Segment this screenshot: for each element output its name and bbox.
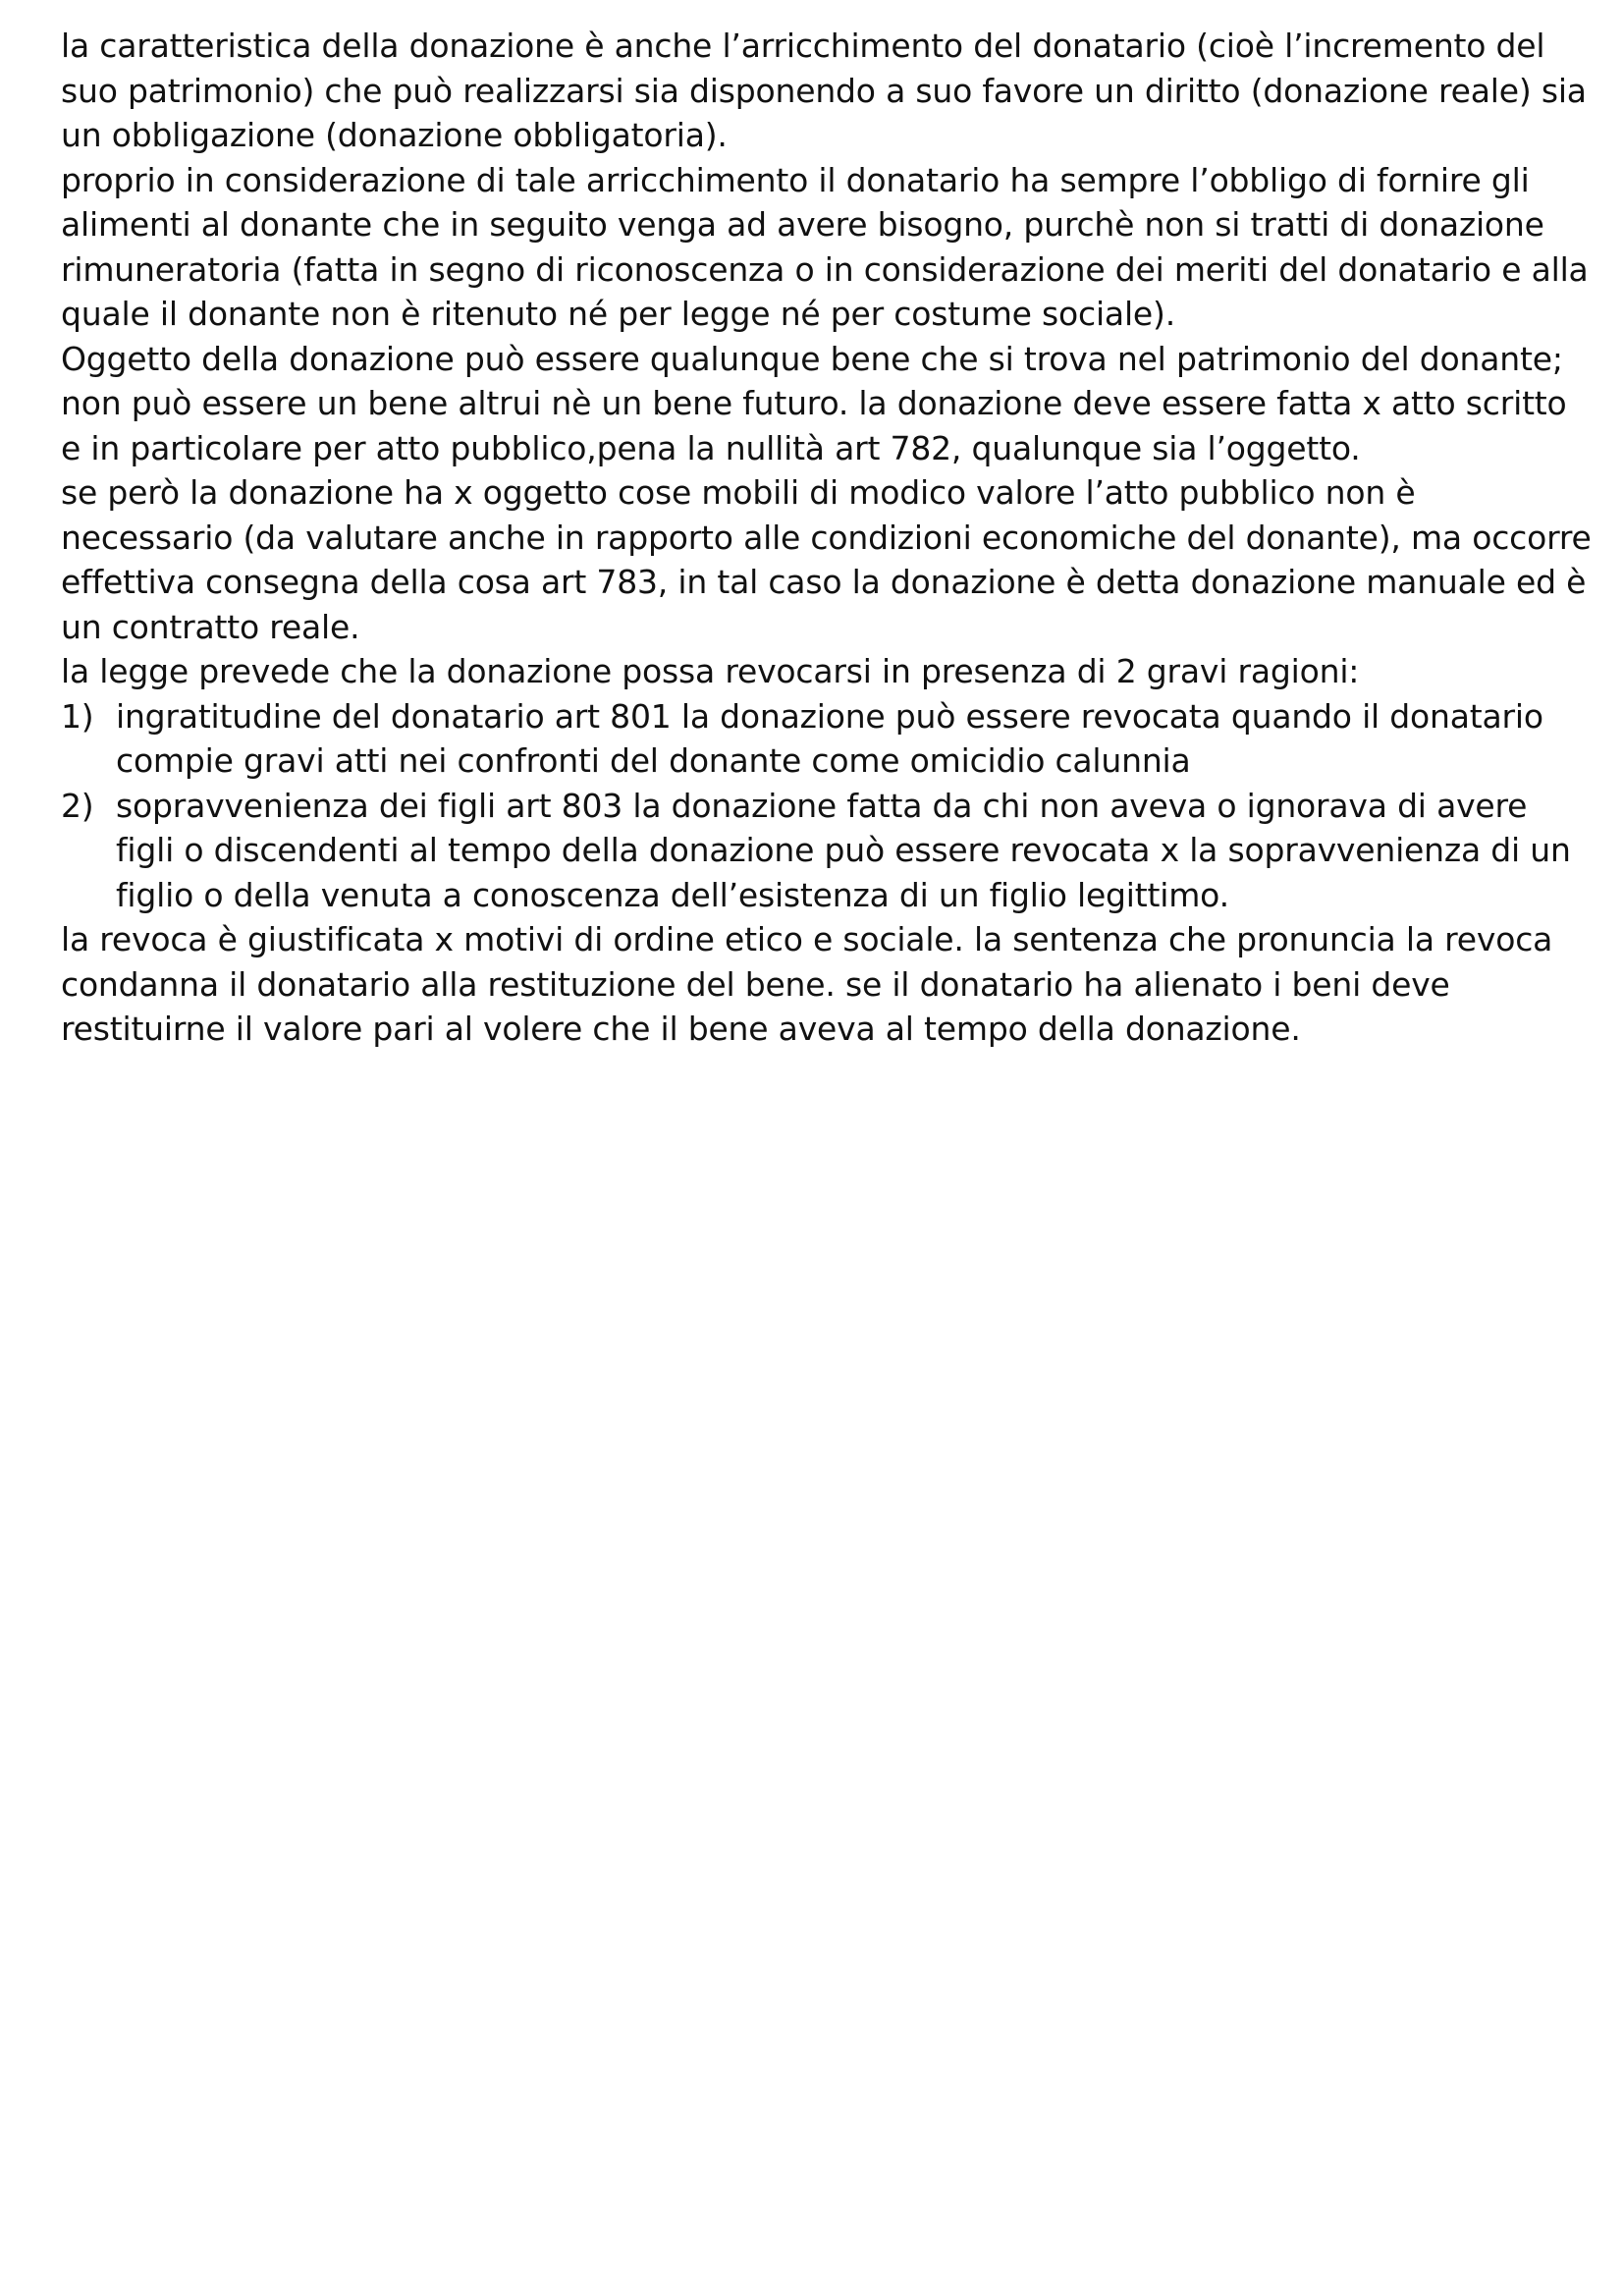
- list-item: [61, 784, 1593, 918]
- paragraph-revoca-effetti: la revoca è giustificata x motivi di ordine etico e sociale. la sentenza che pronuncia la revoca condanna il donatario alla restituzione del bene. se il donatario ha alienato i beni deve restituirne il valore pari al volere che il bene aveva al tempo della donazione.: [61, 920, 1553, 1048]
- paragraph-donazione-manuale: se però la donazione ha x oggetto cose mobili di modico valore l’atto pubblico non è necessario (da valutare anche in rapporto alle condizioni economiche del donante), ma occorre effettiva consegna della cosa art 783, in tal caso la donazione è detta donazione manuale ed è un contratto reale.: [61, 473, 1592, 646]
- list-item-number: 2): [61, 786, 94, 825]
- paragraph-arricchimento: la caratteristica della donazione è anche l’arricchimento del donatario (cioè l’incremento del suo patrimonio) che può realizzarsi sia disponendo a suo favore un diritto (donazione reale) sia un obbligazione (donazione obbligatoria).: [61, 27, 1587, 154]
- paragraph-oggetto: Oggetto della donazione può essere qualunque bene che si trova nel patrimonio del donante; non può essere un bene altrui nè un bene futuro. la donazione deve essere fatta x atto scritto e in particolare per atto pubblico,pena la nullità art 782, qualunque sia l’oggetto.: [61, 339, 1567, 467]
- document-page: [61, 24, 1593, 1052]
- list-item: [61, 694, 1593, 784]
- paragraph-alimenti: proprio in considerazione di tale arricchimento il donatario ha sempre l’obbligo di fornire gli alimenti al donante che in seguito venga ad avere bisogno, purchè non si tratti di donazione rimuneratoria (fatta in segno di riconoscenza o in considerazione dei meriti del donatario e alla quale il donante non è ritenuto né per legge né per costume sociale).: [61, 160, 1589, 333]
- paragraph-revoca-intro: la legge prevede che la donazione possa revocarsi in presenza di 2 gravi ragioni:: [61, 652, 1360, 690]
- list-item-text: ingratitudine del donatario art 801 la donazione può essere revocata quando il donatario compie gravi atti nei confronti del donante come omicidio calunnia: [116, 696, 1543, 780]
- list-item-number: 1): [61, 696, 94, 736]
- revocation-reasons-list: [61, 694, 1593, 918]
- list-item-text: sopravvenienza dei figli art 803 la donazione fatta da chi non aveva o ignorava di avere figli o discendenti al tempo della donazione può essere revocata x la sopravvenienza di un figlio o della venuta a conoscenza dell’esistenza di un figlio legittimo.: [116, 786, 1571, 914]
